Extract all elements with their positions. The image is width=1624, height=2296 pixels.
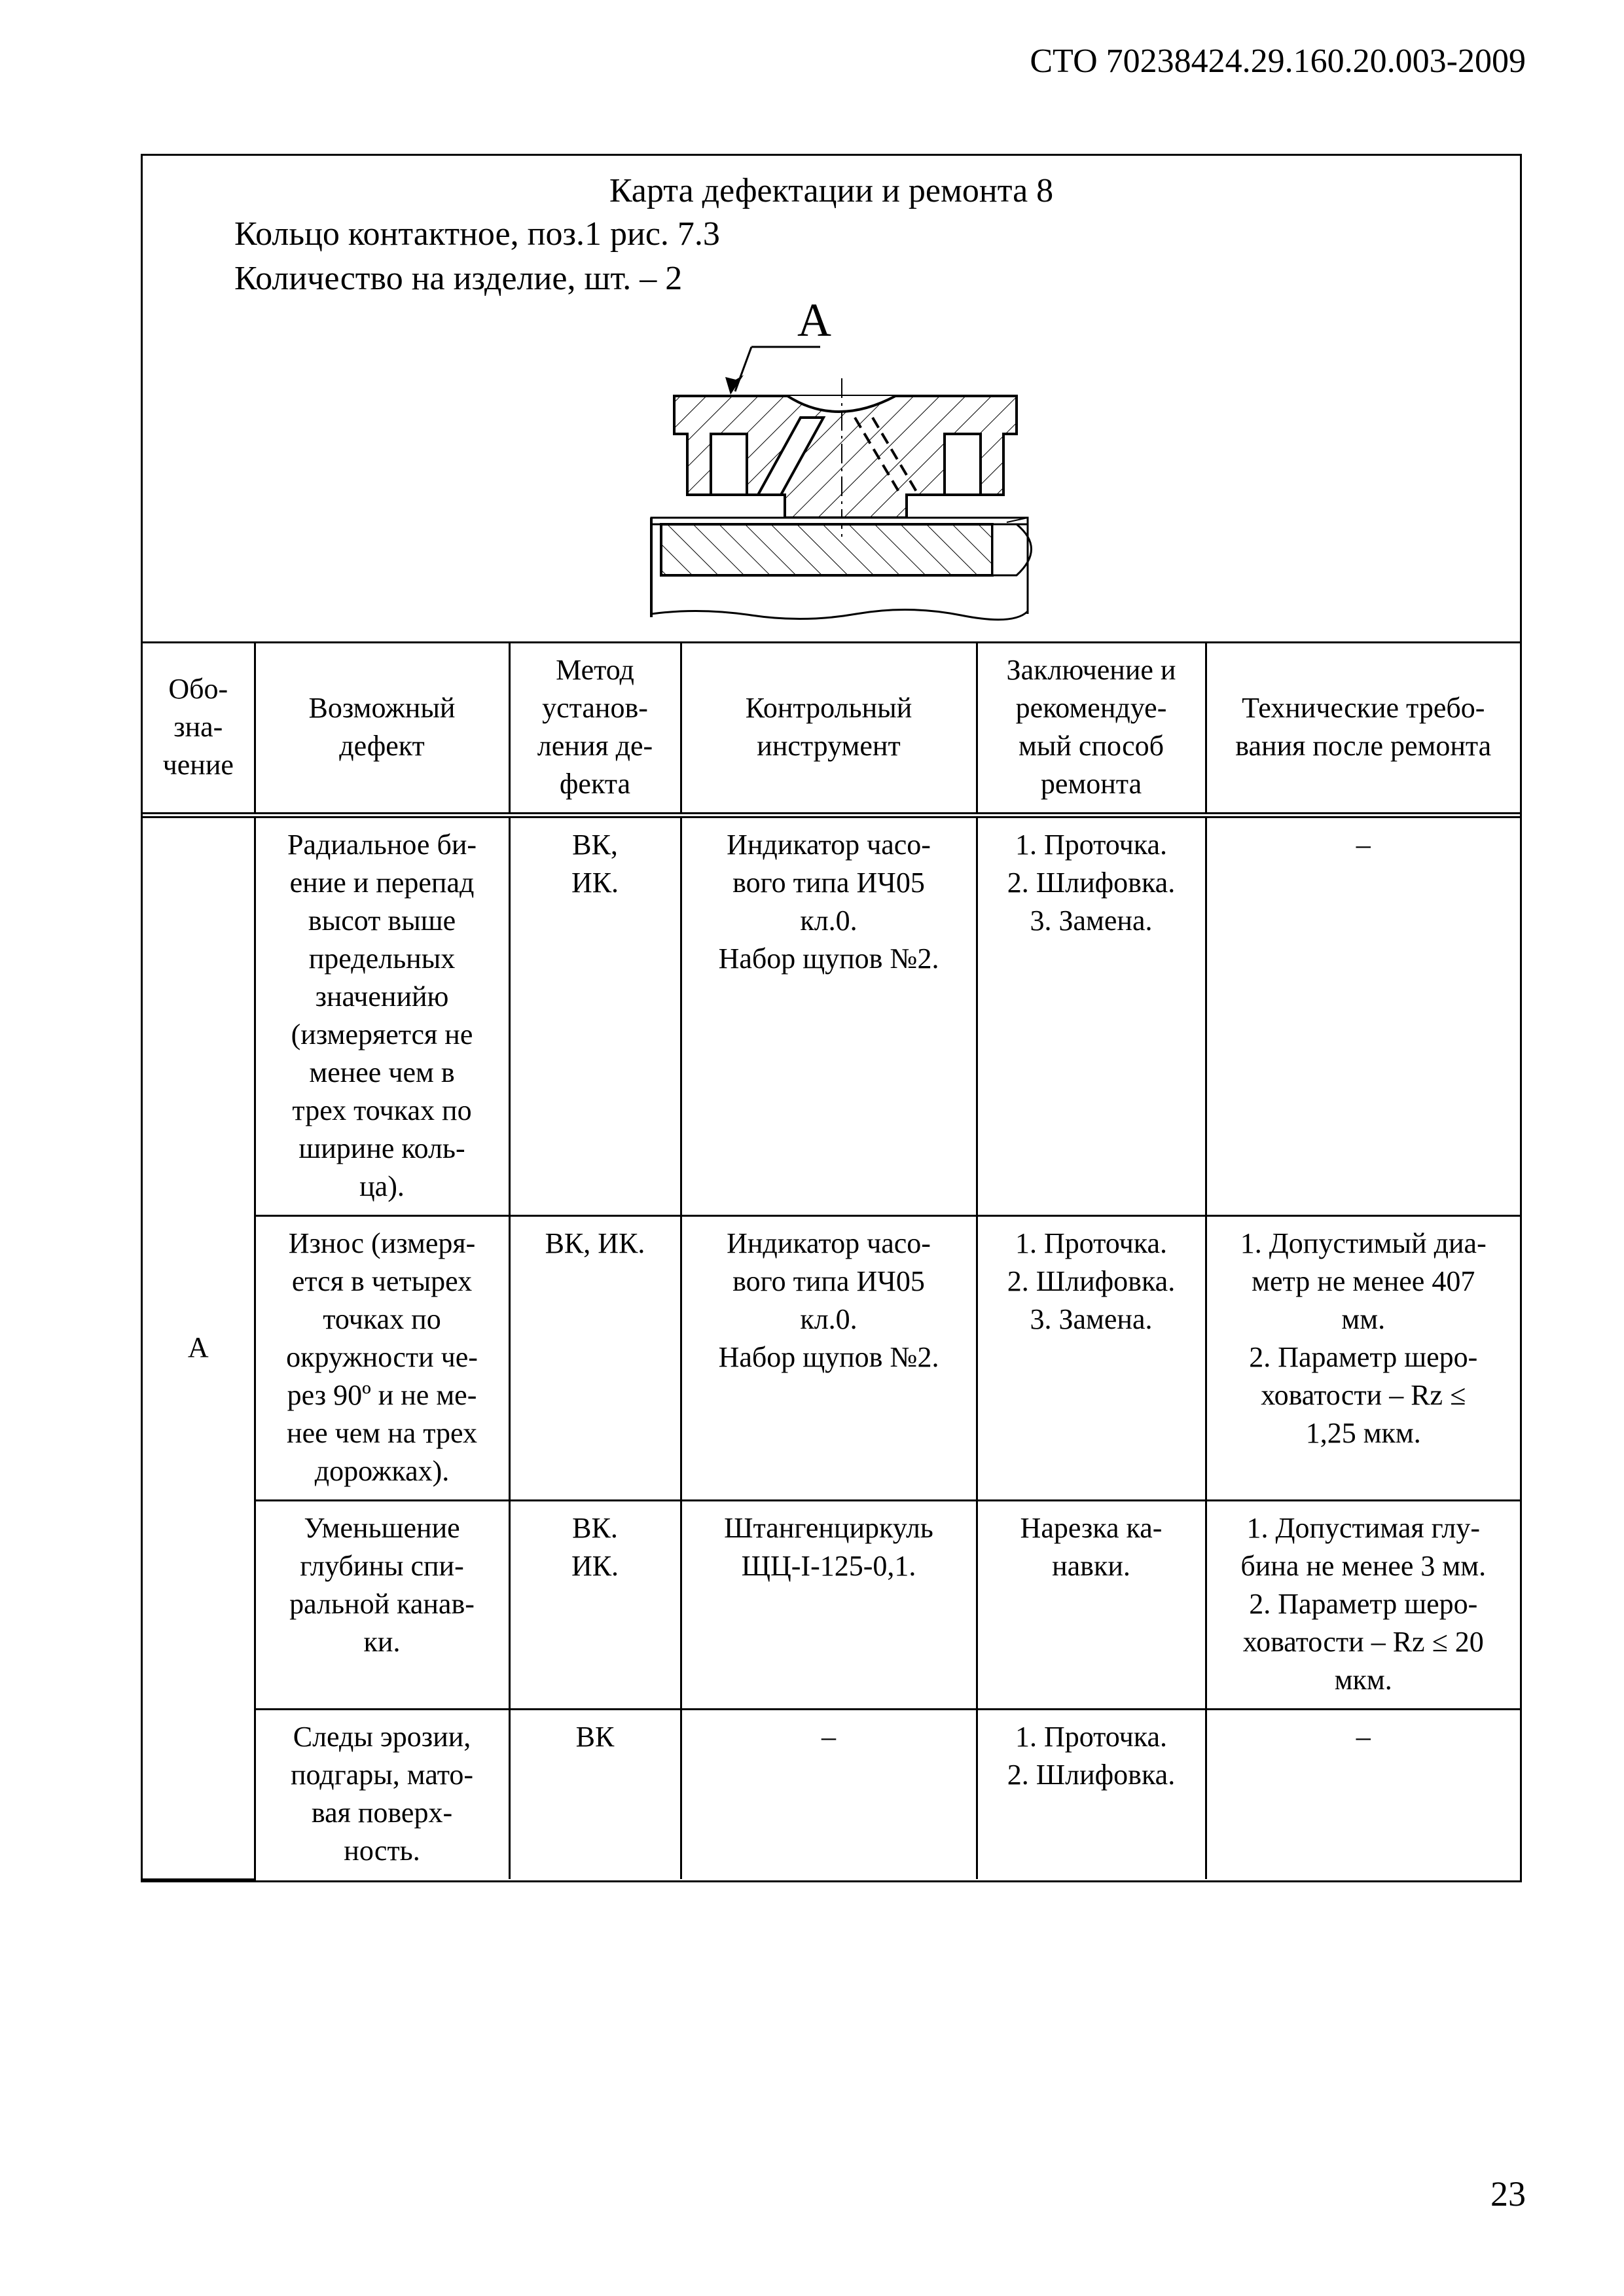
column-header-defect: Возможный дефект [255,643,509,816]
table-row [143,1710,1520,1880]
defect-cell: Уменьшение глубины спи- ральной канав- ки. [255,1501,509,1710]
instrument-cell: Индикатор часо- вого типа ИЧ05 кл.0. Набор щупов №2. [681,816,977,1216]
instrument-cell: Штангенциркуль ЩЦ-I-125-0,1. [681,1501,977,1710]
card-header [143,156,1520,643]
table-row [143,816,1520,1216]
conclusion-cell: Нарезка ка- навки. [977,1501,1206,1710]
table-header-row [143,643,1520,816]
instrument-cell: Индикатор часо- вого типа ИЧ05 кл.0. Набор щупов №2. [681,1216,977,1501]
column-header-requirements: Технические требо- вания после ремонта [1206,643,1520,816]
document-code: СТО 70238424.29.160.20.003-2009 [1030,43,1526,80]
defect-cell: Износ (измеря- ется в четырех точках по окружности че- рез 90º и не ме- нее чем на трех дорожках). [255,1216,509,1501]
defects-table [143,643,1520,1880]
table-row [143,1501,1520,1710]
method-cell: ВК, ИК. [509,816,681,1216]
requirements-cell: 1. Допустимая глу- бина не менее 3 мм. 2. Параметр шеро- ховатости – Rz ≤ 20 мкм. [1206,1501,1520,1710]
defect-cell: Радиальное би- ение и перепад высот выше предельных значенийю (измеряется не менее чем в трех точках по ширине коль- ца). [255,816,509,1216]
designation-cell: А [143,816,255,1880]
quantity-line: Количество на изделие, шт. – 2 [234,260,683,297]
defect-card [141,154,1522,1882]
column-header-instrument: Контрольный инструмент [681,643,977,816]
instrument-cell: – [681,1710,977,1880]
conclusion-cell: 1. Проточка. 2. Шлифовка. [977,1710,1206,1880]
requirements-cell: – [1206,1710,1520,1880]
column-header-designation: Обо- зна- чение [143,643,255,816]
method-cell: ВК. ИК. [509,1501,681,1710]
requirements-cell: – [1206,816,1520,1216]
table-row [143,1216,1520,1501]
view-label-a: А [797,294,831,346]
conclusion-cell: 1. Проточка. 2. Шлифовка. 3. Замена. [977,816,1206,1216]
conclusion-cell: 1. Проточка. 2. Шлифовка. 3. Замена. [977,1216,1206,1501]
part-name: Кольцо контактное, поз.1 рис. 7.3 [234,215,720,253]
defect-cell: Следы эрозии, подгары, мато- вая поверх- ность. [255,1710,509,1880]
method-cell: ВК [509,1710,681,1880]
card-title: Карта дефектации и ремонта 8 [609,172,1054,209]
requirements-cell: 1. Допустимый диа- метр не менее 407 мм. 2. Параметр шеро- ховатости – Rz ≤ 1,25 мкм. [1206,1216,1520,1501]
method-cell: ВК, ИК. [509,1216,681,1501]
column-header-method: Метод установ- ления де- фекта [509,643,681,816]
column-header-conclusion: Заключение и рекомендуе- мый способ ремонта [977,643,1206,816]
page-number: 23 [1490,2174,1526,2214]
